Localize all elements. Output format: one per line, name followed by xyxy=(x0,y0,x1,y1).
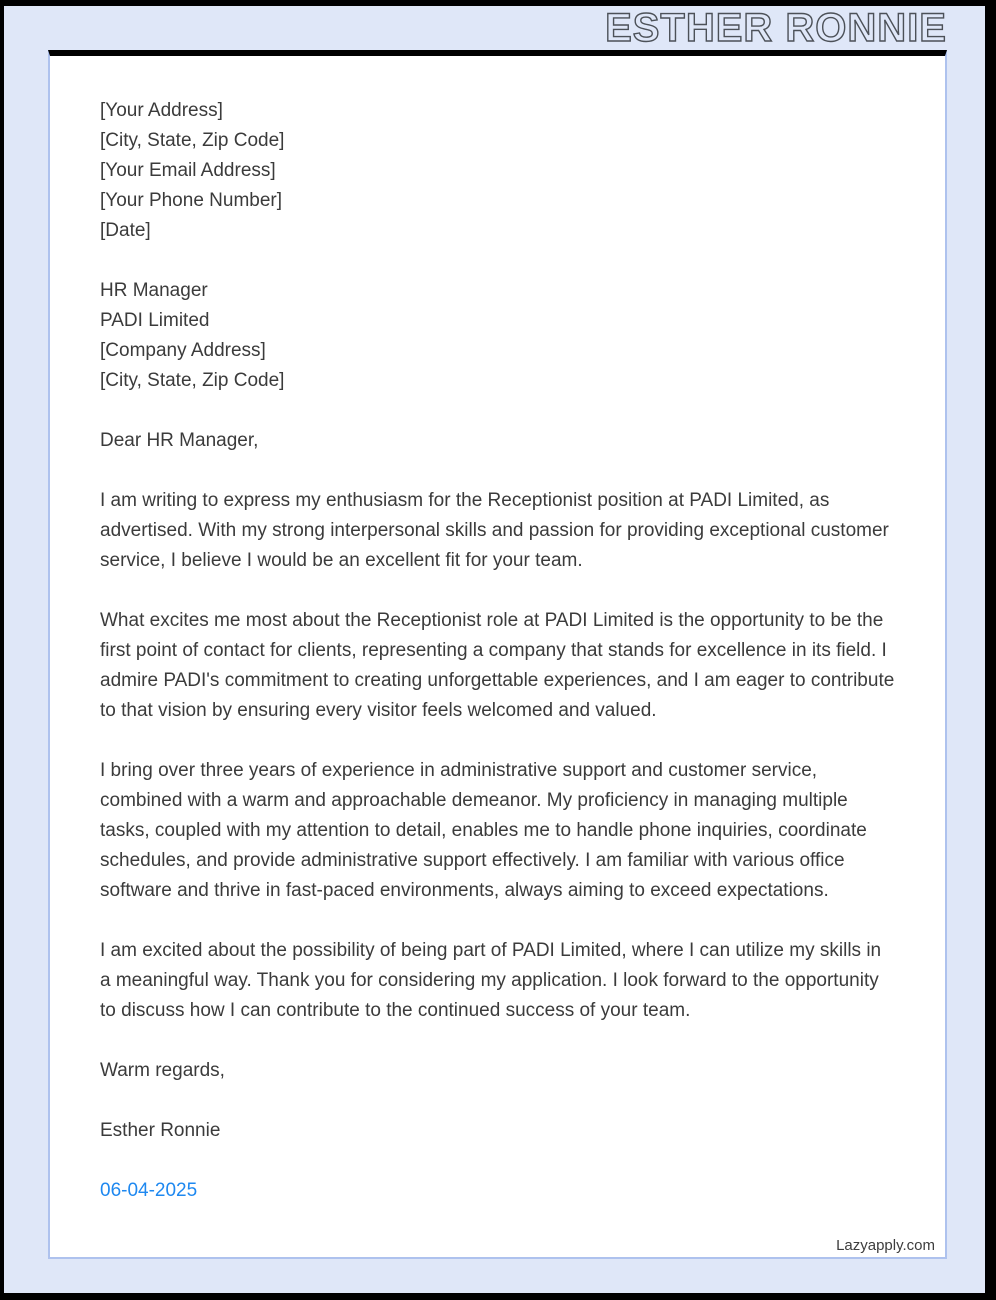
sender-date-line: [Date] xyxy=(100,220,151,241)
closing-phrase: Warm regards, xyxy=(100,1060,225,1081)
letter-body xyxy=(50,56,945,1206)
sender-phone-line: [Your Phone Number] xyxy=(100,190,283,211)
paragraph-experience: I bring over three years of experience in administrative support and customer service, combined with a warm and approachable demeanor. My proficiency in managing multiple tasks, coupled with my attention to detail, enables me to handle phone inquiries, coordinate schedules, and provide administrative support effectively. I am familiar with various office software and thrive in fast-paced environments, always aiming to exceed expectations. xyxy=(100,760,867,901)
recipient-city-line: [City, State, Zip Code] xyxy=(100,370,285,391)
recipient-title-line: HR Manager xyxy=(100,280,208,301)
letter-header xyxy=(48,0,947,50)
signature-date[interactable]: 06-04-2025 xyxy=(100,1180,198,1201)
paragraph-motivation: What excites me most about the Receptionist role at PADI Limited is the opportunity to be the first point of contact for clients, representing a company that stands for excellence in its field. I admire PADI's commitment to creating unforgettable experiences, and I am eager to contribute to that vision by ensuring every visitor feels welcomed and valued. xyxy=(100,610,895,721)
header-candidate-name: ESTHER RONNIE xyxy=(605,6,947,50)
sender-city-line: [City, State, Zip Code] xyxy=(100,130,285,151)
paragraph-closing-appeal: I am excited about the possibility of being part of PADI Limited, where I can utilize my skills in a meaningful way. Thank you for considering my application. I look forward to the opportunity to discuss how I can contribute to the continued success of your team. xyxy=(100,940,882,1021)
paragraph-intro: I am writing to express my enthusiasm for the Receptionist position at PADI Limited, as advertised. With my strong interpersonal skills and passion for providing exceptional customer service, I believe I would be an excellent fit for your team. xyxy=(100,490,889,571)
recipient-address-line: [Company Address] xyxy=(100,340,266,361)
letter-page xyxy=(48,50,947,1259)
salutation: Dear HR Manager, xyxy=(100,430,259,451)
sender-address-line: [Your Address] xyxy=(100,100,223,121)
recipient-address-block xyxy=(100,276,895,396)
sender-address-block xyxy=(100,96,895,246)
signature-name: Esther Ronnie xyxy=(100,1120,221,1141)
recipient-company-line: PADI Limited xyxy=(100,310,210,331)
sender-email-line: [Your Email Address] xyxy=(100,160,276,181)
brand-watermark: Lazyapply.com xyxy=(836,1237,935,1254)
